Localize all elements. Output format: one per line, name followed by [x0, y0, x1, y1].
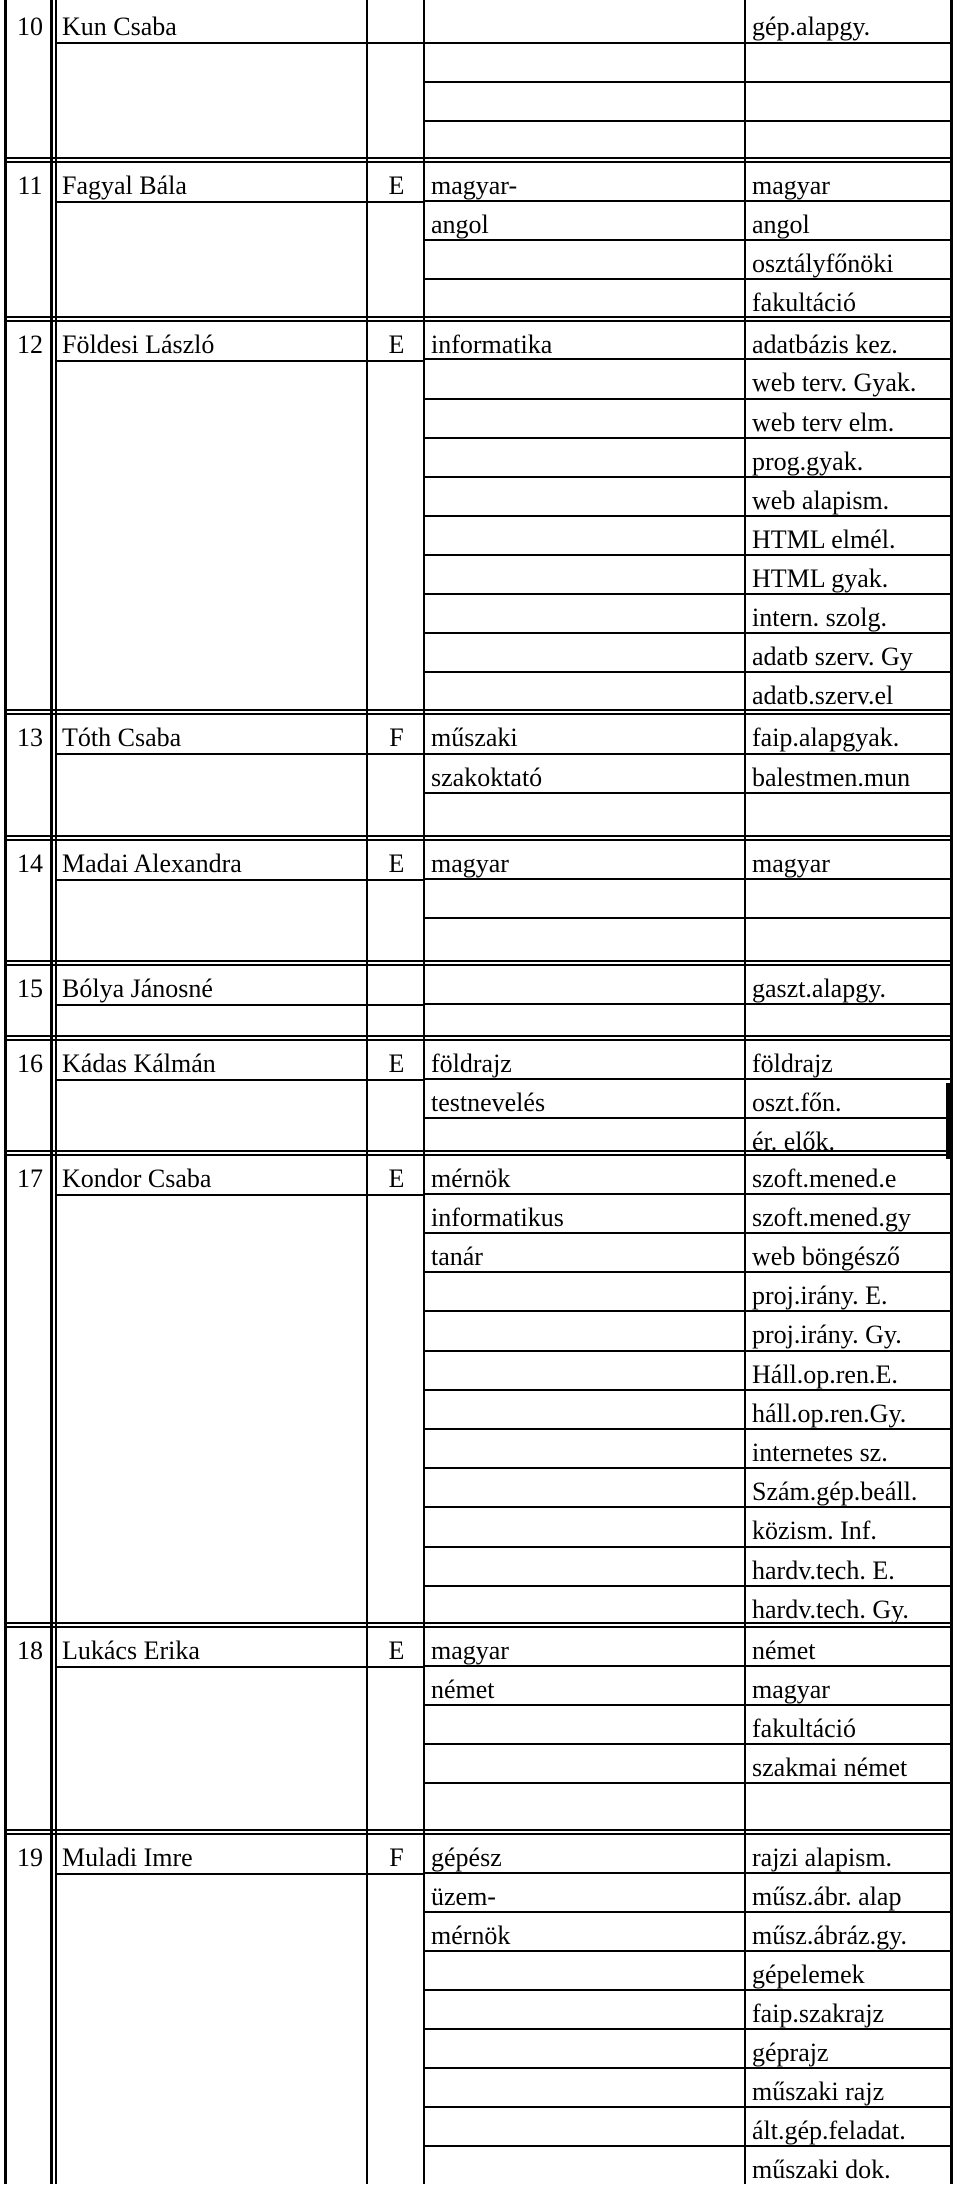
subject-text: műszaki dok. — [752, 2155, 891, 2184]
name-row-line — [55, 1873, 423, 1875]
sex-cell: E — [388, 849, 405, 878]
row-number: 19 — [17, 1843, 43, 1872]
teacher-name: Kondor Csaba — [62, 1164, 212, 1193]
sex-cell: F — [389, 723, 404, 752]
record-separator-line — [4, 960, 953, 962]
subject-text: web terv. Gyak. — [752, 368, 917, 397]
sex-cell: E — [388, 171, 405, 200]
subject-text: földrajz — [752, 1049, 833, 1078]
sub-row-line — [423, 120, 950, 122]
subject-text: faip.szakrajz — [752, 1999, 885, 2028]
qualification-text: gépész — [431, 1843, 502, 1872]
subject-text: proj.irány. E. — [752, 1281, 888, 1310]
teacher-name: Kádas Kálmán — [62, 1049, 216, 1078]
qualification-text: német — [431, 1675, 495, 1704]
subject-text: osztályfőnöki — [752, 249, 894, 278]
subject-text: web alapism. — [752, 486, 890, 515]
qualification-text: szakoktató — [431, 763, 543, 792]
edge-marker — [946, 1083, 952, 1159]
subject-text: adatbázis kez. — [752, 330, 898, 359]
qualification-text: tanár — [431, 1242, 483, 1271]
subject-text: fakultáció — [752, 288, 856, 317]
qual-column-divider — [744, 0, 746, 2184]
row-number: 15 — [17, 974, 43, 1003]
sex-cell: F — [389, 1843, 404, 1872]
subject-text: magyar — [752, 1675, 830, 1704]
qualification-text: testnevelés — [431, 1088, 546, 1117]
subject-text: gaszt.alapgy. — [752, 974, 887, 1003]
subject-text: magyar — [752, 171, 830, 200]
subject-text: balestmen.mun — [752, 763, 911, 792]
row-number: 18 — [17, 1636, 43, 1665]
sub-row-line — [423, 476, 950, 478]
table-left-border — [4, 0, 7, 2184]
subject-text: közism. Inf. — [752, 1516, 877, 1545]
subject-text: ált.gép.feladat. — [752, 2116, 906, 2145]
qualification-text: magyar — [431, 1636, 509, 1665]
subject-text: rajzi alapism. — [752, 1843, 893, 1872]
name-row-line — [55, 1004, 423, 1006]
subject-text: hardv.tech. Gy. — [752, 1595, 909, 1624]
subject-text: HTML gyak. — [752, 564, 889, 593]
subject-text: HTML elmél. — [752, 525, 896, 554]
record-separator-line — [4, 161, 953, 163]
row-number: 13 — [17, 723, 43, 752]
subject-text: műsz.ábráz.gy. — [752, 1921, 907, 1950]
qualification-text: magyar- — [431, 171, 518, 200]
record-separator-line — [4, 1039, 953, 1041]
record-separator-line — [4, 964, 953, 966]
sex-cell: E — [388, 1049, 405, 1078]
sub-row-line — [423, 1743, 950, 1745]
row-number: 12 — [17, 330, 43, 359]
subject-text: oszt.főn. — [752, 1088, 842, 1117]
name-row-line — [55, 1194, 423, 1196]
name-row-line — [55, 879, 423, 881]
record-separator-line — [4, 839, 953, 841]
qualification-text: magyar — [431, 849, 509, 878]
qualification-text: mérnök — [431, 1164, 511, 1193]
record-separator-line — [4, 1833, 953, 1835]
row-number: 10 — [17, 12, 43, 41]
subject-text: ér. elők. — [752, 1127, 836, 1156]
name-row-line — [55, 1666, 423, 1668]
qualification-text: informatikus — [431, 1203, 564, 1232]
subject-text: gépelemek — [752, 1960, 865, 1989]
record-separator-line — [4, 1035, 953, 1037]
teacher-name: Muladi Imre — [62, 1843, 193, 1872]
teacher-name: Fagyal Bála — [62, 171, 187, 200]
sub-row-line — [423, 1989, 950, 1991]
subject-text: intern. szolg. — [752, 603, 888, 632]
subject-text: magyar — [752, 849, 830, 878]
row-number: 11 — [17, 171, 43, 200]
name-row-line — [55, 42, 423, 44]
row-number: 17 — [17, 1164, 43, 1193]
subject-text: Háll.op.ren.E. — [752, 1360, 898, 1389]
sub-row-line — [423, 239, 950, 241]
teacher-name: Földesi László — [62, 330, 215, 359]
qualification-text: mérnök — [431, 1921, 511, 1950]
subject-text: proj.irány. Gy. — [752, 1320, 902, 1349]
subject-text: műszaki rajz — [752, 2077, 885, 2106]
subject-text: háll.op.ren.Gy. — [752, 1399, 907, 1428]
subject-text: prog.gyak. — [752, 447, 864, 476]
number-column-divider — [50, 0, 53, 2184]
subject-text: fakultáció — [752, 1714, 856, 1743]
sex-cell: E — [388, 1636, 405, 1665]
teacher-name: Kun Csaba — [62, 12, 177, 41]
sub-row-line — [423, 917, 950, 919]
row-number: 14 — [17, 849, 43, 878]
sub-row-line — [423, 81, 950, 83]
teacher-name: Madai Alexandra — [62, 849, 242, 878]
subject-text: szoft.mened.e — [752, 1164, 897, 1193]
subject-text: gép.alapgy. — [752, 12, 871, 41]
teacher-name: Lukács Erika — [62, 1636, 200, 1665]
subject-text: adatb szerv. Gy — [752, 642, 913, 671]
subject-text: szoft.mened.gy — [752, 1203, 911, 1232]
record-separator-line — [4, 1829, 953, 1831]
subject-text: web böngésző — [752, 1242, 901, 1271]
teacher-name: Tóth Csaba — [62, 723, 182, 752]
subject-text: műsz.ábr. alap — [752, 1882, 902, 1911]
teacher-name: Bólya Jánosné — [62, 974, 213, 1003]
name-row-line — [55, 1079, 423, 1081]
qualification-text: műszaki — [431, 723, 518, 752]
subject-text: web terv elm. — [752, 408, 895, 437]
subject-text: hardv.tech. E. — [752, 1556, 895, 1585]
number-column-divider-inner — [55, 0, 57, 2184]
qualification-text: angol — [431, 210, 489, 239]
subject-text: internetes sz. — [752, 1438, 888, 1467]
qualification-text: üzem- — [431, 1882, 496, 1911]
subject-text: géprajz — [752, 2038, 829, 2067]
subject-text: adatb.szerv.el — [752, 681, 894, 710]
row-number: 16 — [17, 1049, 43, 1078]
record-separator-line — [4, 157, 953, 159]
qualification-text: informatika — [431, 330, 553, 359]
subject-text: szakmai német — [752, 1753, 908, 1782]
subject-text: angol — [752, 210, 810, 239]
name-row-line — [55, 201, 423, 203]
subject-text: faip.alapgyak. — [752, 723, 900, 752]
qualification-text: földrajz — [431, 1049, 512, 1078]
sub-row-line — [423, 2067, 950, 2069]
sex-cell: E — [388, 330, 405, 359]
sub-row-line — [423, 1704, 950, 1706]
name-row-line — [55, 360, 423, 362]
subject-text: Szám.gép.beáll. — [752, 1477, 918, 1506]
record-separator-line — [4, 835, 953, 837]
name-row-line — [55, 753, 423, 755]
subject-text: német — [752, 1636, 816, 1665]
sub-row-line — [423, 42, 950, 44]
sex-cell: E — [388, 1164, 405, 1193]
